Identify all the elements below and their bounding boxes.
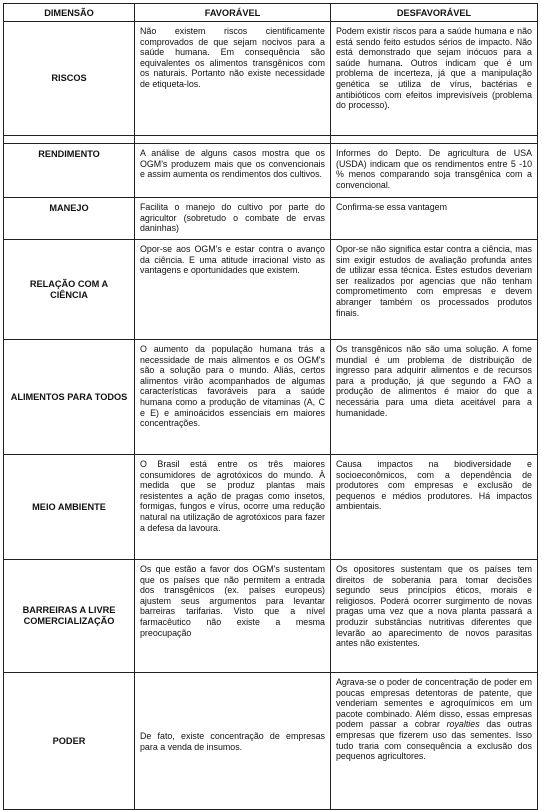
row-dimension: MANEJO [4, 198, 135, 240]
table-row [4, 455, 538, 560]
gmo-comparison-table [3, 3, 538, 810]
row-favorable: Opor-se aos OGM's e estar contra o avanço da ciência. E uma atitude irracional visto as vantagens e oportunidades que existem. [135, 240, 331, 340]
header-dimension: DIMENSÃO [4, 4, 135, 22]
table-row [4, 240, 538, 340]
royalties-term: royalties [446, 719, 480, 730]
row-dimension: BARREIRAS A LIVRE COMERCIALIZAÇÃO [4, 560, 135, 673]
row-dimension: MEIO AMBIENTE [4, 455, 135, 560]
table-row [4, 340, 538, 455]
header-unfavorable: DESFAVORÁVEL [331, 4, 538, 22]
row-unfavorable: Causa impactos na biodiversidade e socioeconômicos, com a dependência de produtores com empresas e exclusão de pequenos e médios produtores. Há impactos ambientais. [331, 455, 538, 560]
row-favorable: De fato, existe concentração de empresas para a venda de insumos. [135, 673, 331, 810]
row-unfavorable: Podem existir riscos para a saúde humana e não está sendo feito estudos sérios de impacto. Não está demonstrado que sejam inócuos para a saúde humana. Outros indicam que é um problema de incerteza, já que a manipulação genética se utiliza de vírus, bactérias e antibióticos com efeitos imprevisíveis (problema do processo). [331, 22, 538, 136]
row-dimension: RISCOS [4, 22, 135, 136]
row-unfavorable: Opor-se não significa estar contra a ciência, mas sim exigir estudos de avaliação profunda antes de utilizar essa técnica. Estes estudos deveriam ser realizados por agencias que não tenham comprometimento com empresas e devem abranger também os processados produtos finais. [331, 240, 538, 340]
row-unfavorable: Os transgênicos não são uma solução. A fome mundial é um problema de distribuição de ingresso para adquirir alimentos e de recursos para a produção, já que segundo a FAO a produção de alimentos é maior do que a necessária para uma dieta aceitável para a humanidade. [331, 340, 538, 455]
table-row [4, 673, 538, 810]
row-dimension: PODER [4, 673, 135, 810]
row-dimension: RENDIMENTO [4, 144, 135, 198]
row-favorable: Os que estão a favor dos OGM's sustentam que os países que não permitem a entrada dos transgênicos (ex. países europeus) ajustem seus argumentos para levantar barreiras tarifarias. Visto que a nível farmacêutico não existe a mesma preocupação [135, 560, 331, 673]
row-unfavorable: Informes do Depto. De agricultura de USA (USDA) indicam que os rendimentos entre 5 -10 % menos comparando soja transgênica com a convencional. [331, 144, 538, 198]
row-favorable: Facilita o manejo do cultivo por parte do agricultor (sobretudo o combate de ervas daninhas) [135, 198, 331, 240]
header-row [4, 4, 538, 22]
table-row [4, 144, 538, 198]
row-favorable: Não existem riscos cientificamente comprovados de que sejam nocivos para a saúde humana. Em consequência são equivalentes os alimentos transgênicos com os naturais. Portanto não existe necessidade de etiqueta-los. [135, 22, 331, 136]
row-favorable: O Brasil está entre os três maiores consumidores de agrotóxicos do mundo. À medida que se produz plantas mais resistentes a ação de pragas como insetos, formigas, fungos e vírus, ocorre uma redução natural na utilização de agrotóxicos para fazer a defesa da lavoura. [135, 455, 331, 560]
table-row [4, 198, 538, 240]
header-favorable: FAVORÁVEL [135, 4, 331, 22]
row-unfavorable: Os opositores sustentam que os países tem direitos de soberania para tomar decisões segundo seus princípios éticos, morais e religiosos. Poderá ocorrer surgimento de novas pragas uma vez que a nova planta passará a produzir substâncias nutritivas diferentes que levarão ao aparecimento de novos parasitas antes não existentes. [331, 560, 538, 673]
row-unfavorable: Agrava-se o poder de concentração de poder em poucas empresas detentoras de patente, que venderiam sementes e agroquímicos em um pacote combinado. Além disso, essas empresas podem passar a cobrar royalties das outras empresas que fizerem uso das sementes. Isso tudo traria com consequência a exclusão dos pequenos agricultores. [331, 673, 538, 810]
comparison-table-sheet [3, 3, 537, 810]
row-unfavorable: Confirma-se essa vantagem [331, 198, 538, 240]
row-favorable: O aumento da população humana trás a necessidade de mais alimentos e os OGM's são a solução para o mundo. Aliás, certos alimentos virão acompanhados de algumas características favoráveis para a saúde humana como a produção de vitaminas (A, C e E) e aminoácidos essenciais em maiores concentrações. [135, 340, 331, 455]
table-row [4, 22, 538, 136]
row-dimension: RELAÇÃO COM A CIÊNCIA [4, 240, 135, 340]
table-row [4, 560, 538, 673]
row-dimension: ALIMENTOS PARA TODOS [4, 340, 135, 455]
row-favorable: A análise de alguns casos mostra que os OGM's produzem mais que os convencionais e assim aumenta os rendimentos dos cultivos. [135, 144, 331, 198]
